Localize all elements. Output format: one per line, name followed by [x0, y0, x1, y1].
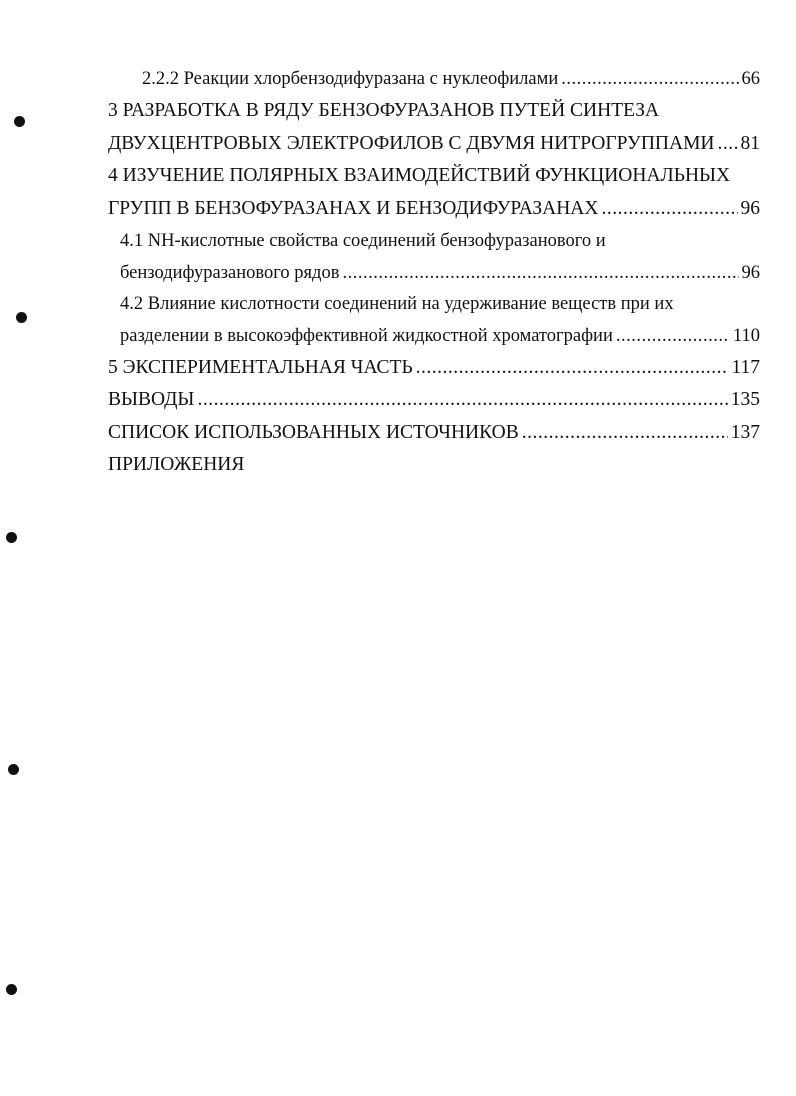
toc-entry-conclusions	[108, 390, 760, 410]
dot-leader	[416, 358, 729, 378]
punch-hole-mark	[16, 312, 27, 323]
toc-entry-text: 3 РАЗРАБОТКА В РЯДУ БЕНЗОФУРАЗАНОВ ПУТЕЙ СИНТЕЗА	[108, 100, 660, 121]
toc-entry-text: ГРУПП В БЕНЗОФУРАЗАНАХ И БЕНЗОДИФУРАЗАНАХ	[108, 198, 599, 219]
toc-entry-4-line1	[108, 166, 730, 186]
toc-entry-4-2-line2	[120, 327, 760, 346]
toc-page-number: 81	[740, 133, 760, 154]
toc-entry-text: бензодифуразанового рядов	[120, 263, 340, 283]
toc-entry-text: 2.2.2 Реакции хлорбензодифуразана с нуклеофилами	[142, 69, 559, 89]
toc-entry-4-1-line2	[120, 264, 760, 283]
toc-page-number: 137	[730, 422, 760, 443]
toc-page-number: 110	[732, 326, 760, 346]
toc-entry-references	[108, 423, 760, 443]
toc-entry-3-line1	[108, 101, 659, 121]
punch-hole-mark	[14, 116, 25, 127]
dot-leader	[601, 199, 737, 219]
toc-entry-text: разделении в высокоэффективной жидкостной хроматографии	[120, 326, 613, 346]
toc-page-number: 135	[730, 389, 760, 410]
punch-hole-mark	[6, 532, 17, 543]
toc-entry-text: ВЫВОДЫ	[108, 389, 195, 410]
toc-entry-text: ДВУХЦЕНТРОВЫХ ЭЛЕКТРОФИЛОВ С ДВУМЯ НИТРОГРУППАМИ	[108, 133, 715, 154]
dot-leader	[616, 327, 730, 346]
toc-entry-4-line2	[108, 199, 760, 219]
toc-page-number: 96	[741, 263, 760, 283]
toc-entry-text: 4.2 Влияние кислотности соединений на удерживание веществ при их	[120, 294, 674, 314]
toc-entry-5	[108, 358, 760, 378]
toc-page-number: 66	[741, 69, 760, 89]
toc-entry-4-1-line1	[120, 232, 606, 251]
dot-leader	[718, 134, 738, 154]
dot-leader	[561, 70, 738, 89]
toc-entry-text: 5 ЭКСПЕРИМЕНТАЛЬНАЯ ЧАСТЬ	[108, 357, 413, 378]
toc-entry-text: ПРИЛОЖЕНИЯ	[108, 454, 245, 475]
dot-leader	[342, 264, 738, 283]
toc-entry-appendices	[108, 455, 244, 475]
toc-page-number: 96	[740, 198, 760, 219]
toc-page-number: 117	[731, 357, 760, 378]
dot-leader	[522, 423, 728, 443]
toc-entry-text: СПИСОК ИСПОЛЬЗОВАННЫХ ИСТОЧНИКОВ	[108, 422, 519, 443]
toc-entry-text: 4.1 NH-кислотные свойства соединений бензофуразанового и	[120, 231, 606, 251]
punch-hole-mark	[8, 764, 19, 775]
toc-entry-2-2-2	[142, 70, 760, 89]
toc-entry-4-2-line1	[120, 295, 674, 314]
dot-leader	[197, 390, 727, 410]
toc-entry-text: 4 ИЗУЧЕНИЕ ПОЛЯРНЫХ ВЗАИМОДЕЙСТВИЙ ФУНКЦИОНАЛЬНЫХ	[108, 165, 731, 186]
punch-hole-mark	[6, 984, 17, 995]
toc-entry-3-line2	[108, 134, 760, 154]
